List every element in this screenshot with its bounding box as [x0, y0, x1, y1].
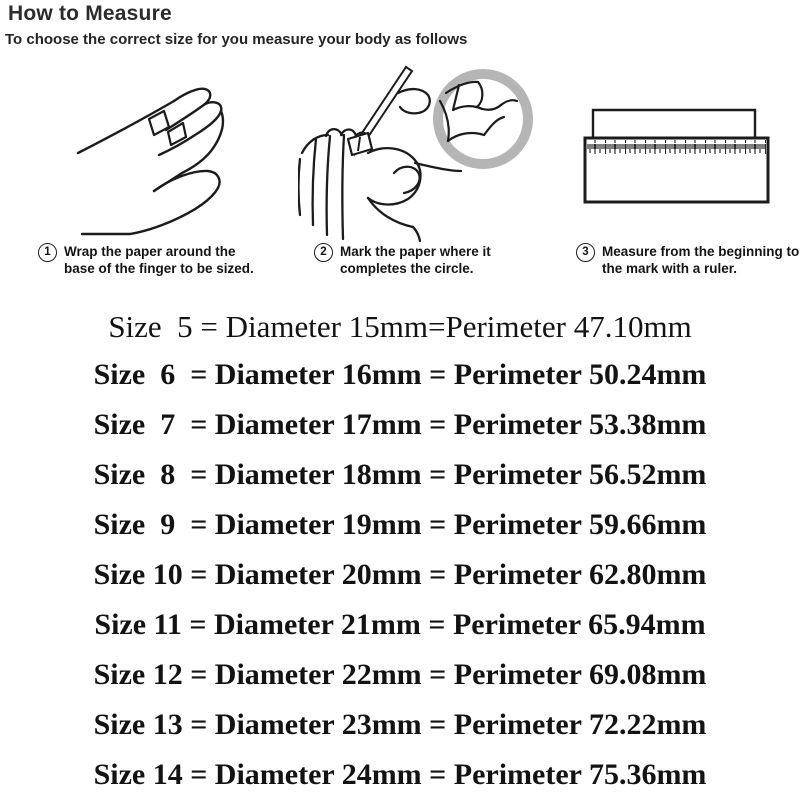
hand-outline: [78, 89, 223, 234]
page-subtitle: To choose the correct size for you measure your body as follows: [5, 31, 468, 48]
page-title: How to Measure: [8, 2, 172, 25]
step-2-number: 2: [320, 246, 327, 258]
magnified-finger-detail: [440, 82, 517, 141]
step-3-number: 3: [582, 246, 589, 258]
size-row: Size 5 = Diameter 15mm=Perimeter 47.10mm: [108, 309, 692, 344]
size-row: Size 9 = Diameter 19mm = Perimeter 59.66mm: [93, 508, 707, 541]
step-1-caption: [38, 243, 278, 277]
step-3-number-badge: [576, 243, 595, 262]
size-row: Size 12 = Diameter 22mm = Perimeter 69.08mm: [93, 658, 707, 691]
step-1-line1: Wrap the paper around the: [64, 244, 236, 259]
step-2-text: [340, 243, 491, 277]
size-row: Size 14 = Diameter 24mm = Perimeter 75.36mm: [93, 758, 707, 791]
step-1-text: [64, 243, 254, 277]
paper-strip: [149, 111, 186, 145]
step-1-line2: base of the finger to be sized.: [64, 261, 254, 276]
size-row: Size 11 = Diameter 21mm = Perimeter 65.94mm: [94, 608, 706, 641]
size-row: Size 13 = Diameter 23mm = Perimeter 72.22mm: [93, 708, 707, 741]
hand-with-paper-strip-illustration: [30, 60, 292, 238]
paper-strip: [593, 110, 755, 140]
paper-strip-on-ruler-illustration: [565, 60, 800, 235]
size-row: Size 8 = Diameter 18mm = Perimeter 56.52mm: [93, 458, 707, 491]
step-3-line2: the mark with a ruler.: [602, 261, 738, 276]
step-2-line1: Mark the paper where it: [340, 244, 491, 259]
size-row: Size 6 = Diameter 16mm = Perimeter 50.24mm: [93, 358, 707, 391]
magnifier-ring: [438, 74, 528, 164]
step-2-caption: [314, 243, 534, 277]
step-1-number: 1: [44, 246, 51, 258]
step-2-line2: completes the circle.: [340, 261, 474, 276]
size-row: Size 10 = Diameter 20mm = Perimeter 62.80mm: [93, 558, 707, 591]
step-3-line1: Measure from the beginning to: [602, 244, 800, 259]
step-3-caption: [576, 243, 800, 277]
size-row: Size 7 = Diameter 17mm = Perimeter 53.38mm: [93, 408, 707, 441]
ruler-tick-marks: [587, 140, 766, 154]
step-2-number-badge: [314, 243, 333, 262]
ring-size-table: [0, 304, 800, 800]
hand-marking-pen-magnifier-illustration: [298, 55, 566, 245]
step-3-text: [602, 243, 799, 277]
step-1-number-badge: [38, 243, 57, 262]
